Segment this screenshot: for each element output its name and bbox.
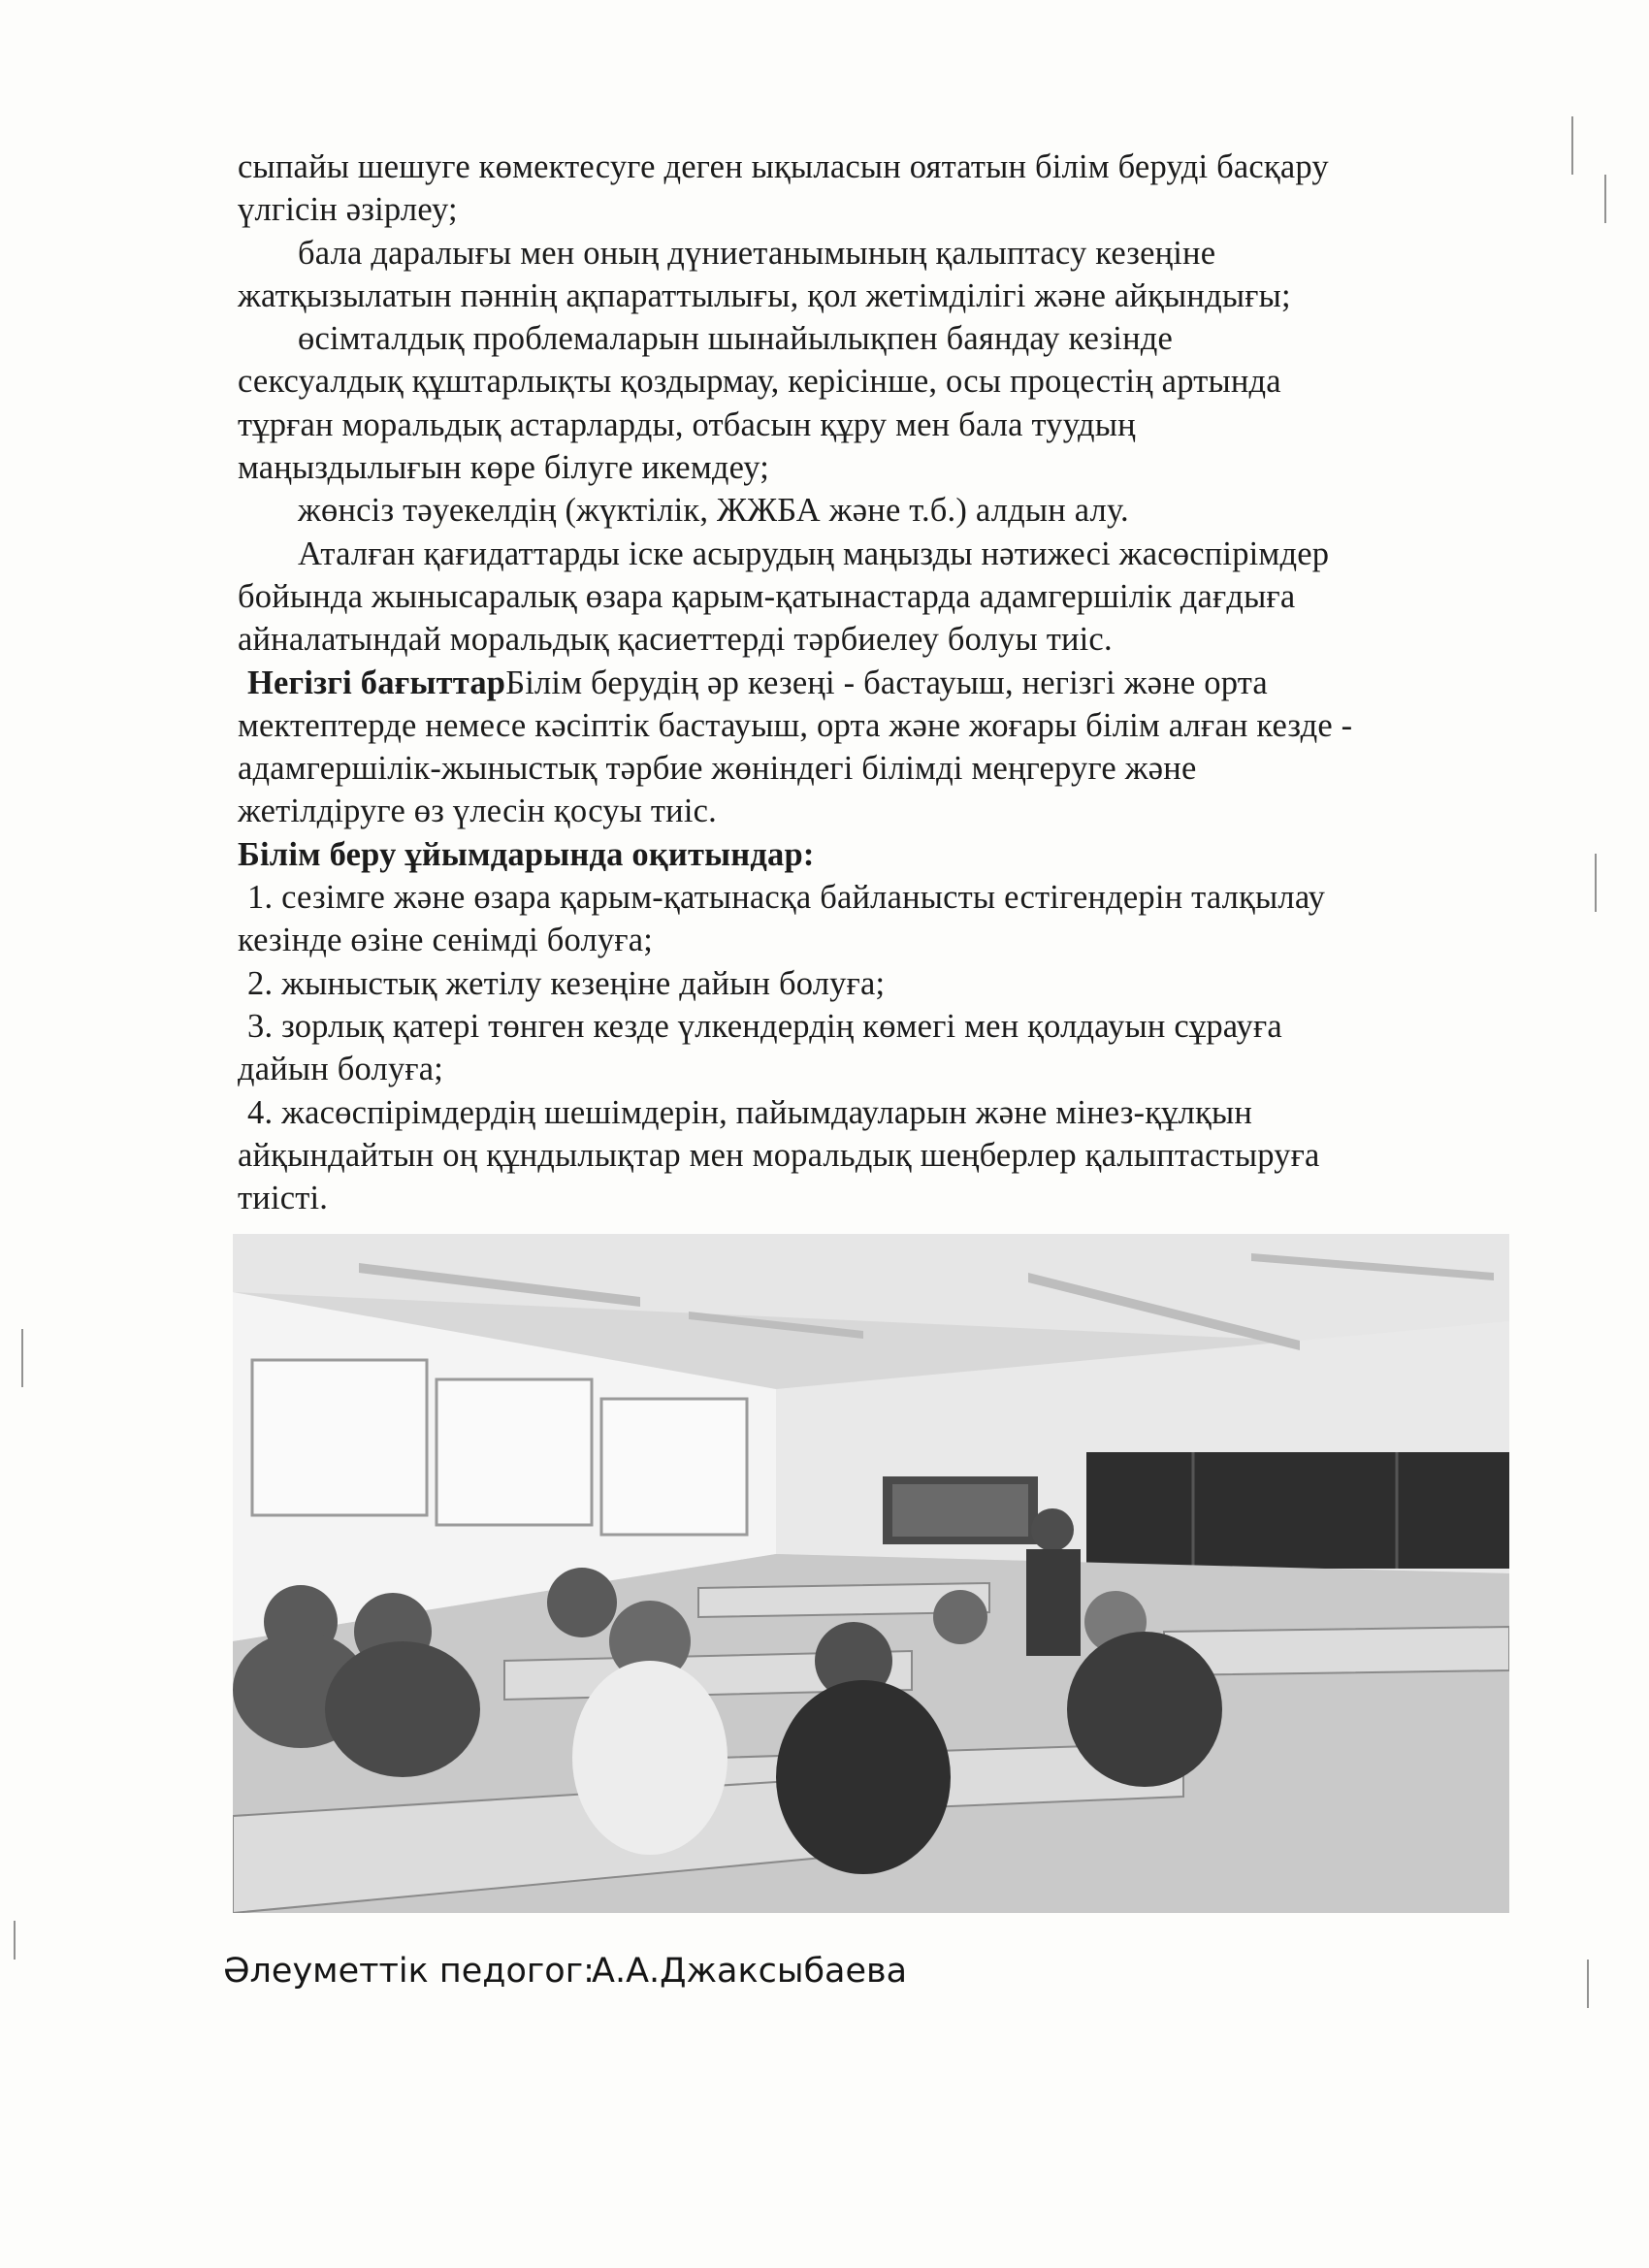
signature-label: Әлеуметтік педогог: xyxy=(223,1952,595,1991)
classroom-photo-illustration xyxy=(233,1234,1509,1913)
signature-line xyxy=(223,1952,907,1991)
text-line: Білім берудің әр кезеңі - бастауыш, негізгі және орта xyxy=(505,664,1268,701)
text-line: тұрған моральдық астарларды, отбасын құру мен бала туудың xyxy=(238,405,1136,443)
list-item: 4. жасөспірімдердің шешімдерін, пайымдауларын және мінез-құлқын xyxy=(247,1093,1253,1131)
text-line: жетілдіруге өз үлесін қосуы тиіс. xyxy=(238,793,717,830)
list-item-continuation: кезінде өзіне сенімді болуға; xyxy=(238,922,654,959)
text-line: Аталған қағидаттарды іске асырудың маңызды нәтижесі жасөспірімдер xyxy=(298,535,1330,572)
list-item: 3. зорлық қатері төнген кезде үлкендердің көмегі мен қолдауын сұрауға xyxy=(247,1007,1282,1045)
list-item-continuation: айқындайтын оң құндылықтар мен моральдық шеңберлер қалыптастыруға xyxy=(238,1136,1320,1174)
scan-mark xyxy=(1604,175,1606,223)
list-item: 2. жыныстық жетілу кезеңіне дайын болуға; xyxy=(247,964,886,1002)
text-line: жөнсіз тәуекелдің (жүктілік, ЖЖБА және т.б.) алдын алу. xyxy=(298,492,1129,530)
text-line: үлгісін әзірлеу; xyxy=(238,191,458,229)
directions-heading: Негізгі бағыттар xyxy=(247,664,506,701)
scan-mark xyxy=(14,1921,16,1960)
scan-mark xyxy=(21,1329,23,1387)
text-line: адамгершілік-жыныстық тәрбие жөніндегі білімді меңгеруге және xyxy=(238,750,1197,788)
list-heading: Білім беру ұйымдарында оқитындар: xyxy=(238,835,815,873)
text-line: сыпайы шешуге көмектесуге деген ықыласын оятатын білім беруді басқару xyxy=(238,148,1329,185)
list-item: 1. сезімге және өзара қарым-қатынасқа байланысты естігендерін талқылау xyxy=(247,879,1326,917)
text-line: жатқызылатын пәннің ақпараттылығы, қол жетімділігі және айқындығы; xyxy=(238,276,1291,314)
document-body xyxy=(238,146,1499,1219)
scan-mark xyxy=(1595,854,1597,912)
scan-mark xyxy=(1571,116,1573,175)
list-item-continuation: дайын болуға; xyxy=(238,1051,444,1088)
text-line: өсімталдық проблемаларын шынайылықпен баяндау кезінде xyxy=(298,320,1174,358)
text-line: бала даралығы мен оның дүниетанымының қалыптасу кезеңіне xyxy=(298,234,1216,272)
directions-paragraph xyxy=(238,662,1499,704)
text-line: бойында жынысаралық өзара қарым-қатынастарда адамгершілік дағдыға xyxy=(238,577,1296,615)
text-line: мектептерде немесе кәсіптік бастауыш, орта және жоғары білім алған кезде - xyxy=(238,706,1353,744)
list-item-continuation: тиісті. xyxy=(238,1180,329,1217)
signature-name: А.А.Джаксыбаева xyxy=(592,1952,908,1991)
text-line: маңыздылығын көре білуге икемдеу; xyxy=(238,449,770,487)
classroom-photo xyxy=(233,1234,1509,1913)
text-line: айналатындай моральдық қасиеттерді тәрбиелеу болуы тиіс. xyxy=(238,621,1113,659)
scan-mark xyxy=(1587,1960,1589,2008)
text-line: сексуалдық құштарлықты қоздырмау, керісінше, осы процестің артында xyxy=(238,363,1281,401)
